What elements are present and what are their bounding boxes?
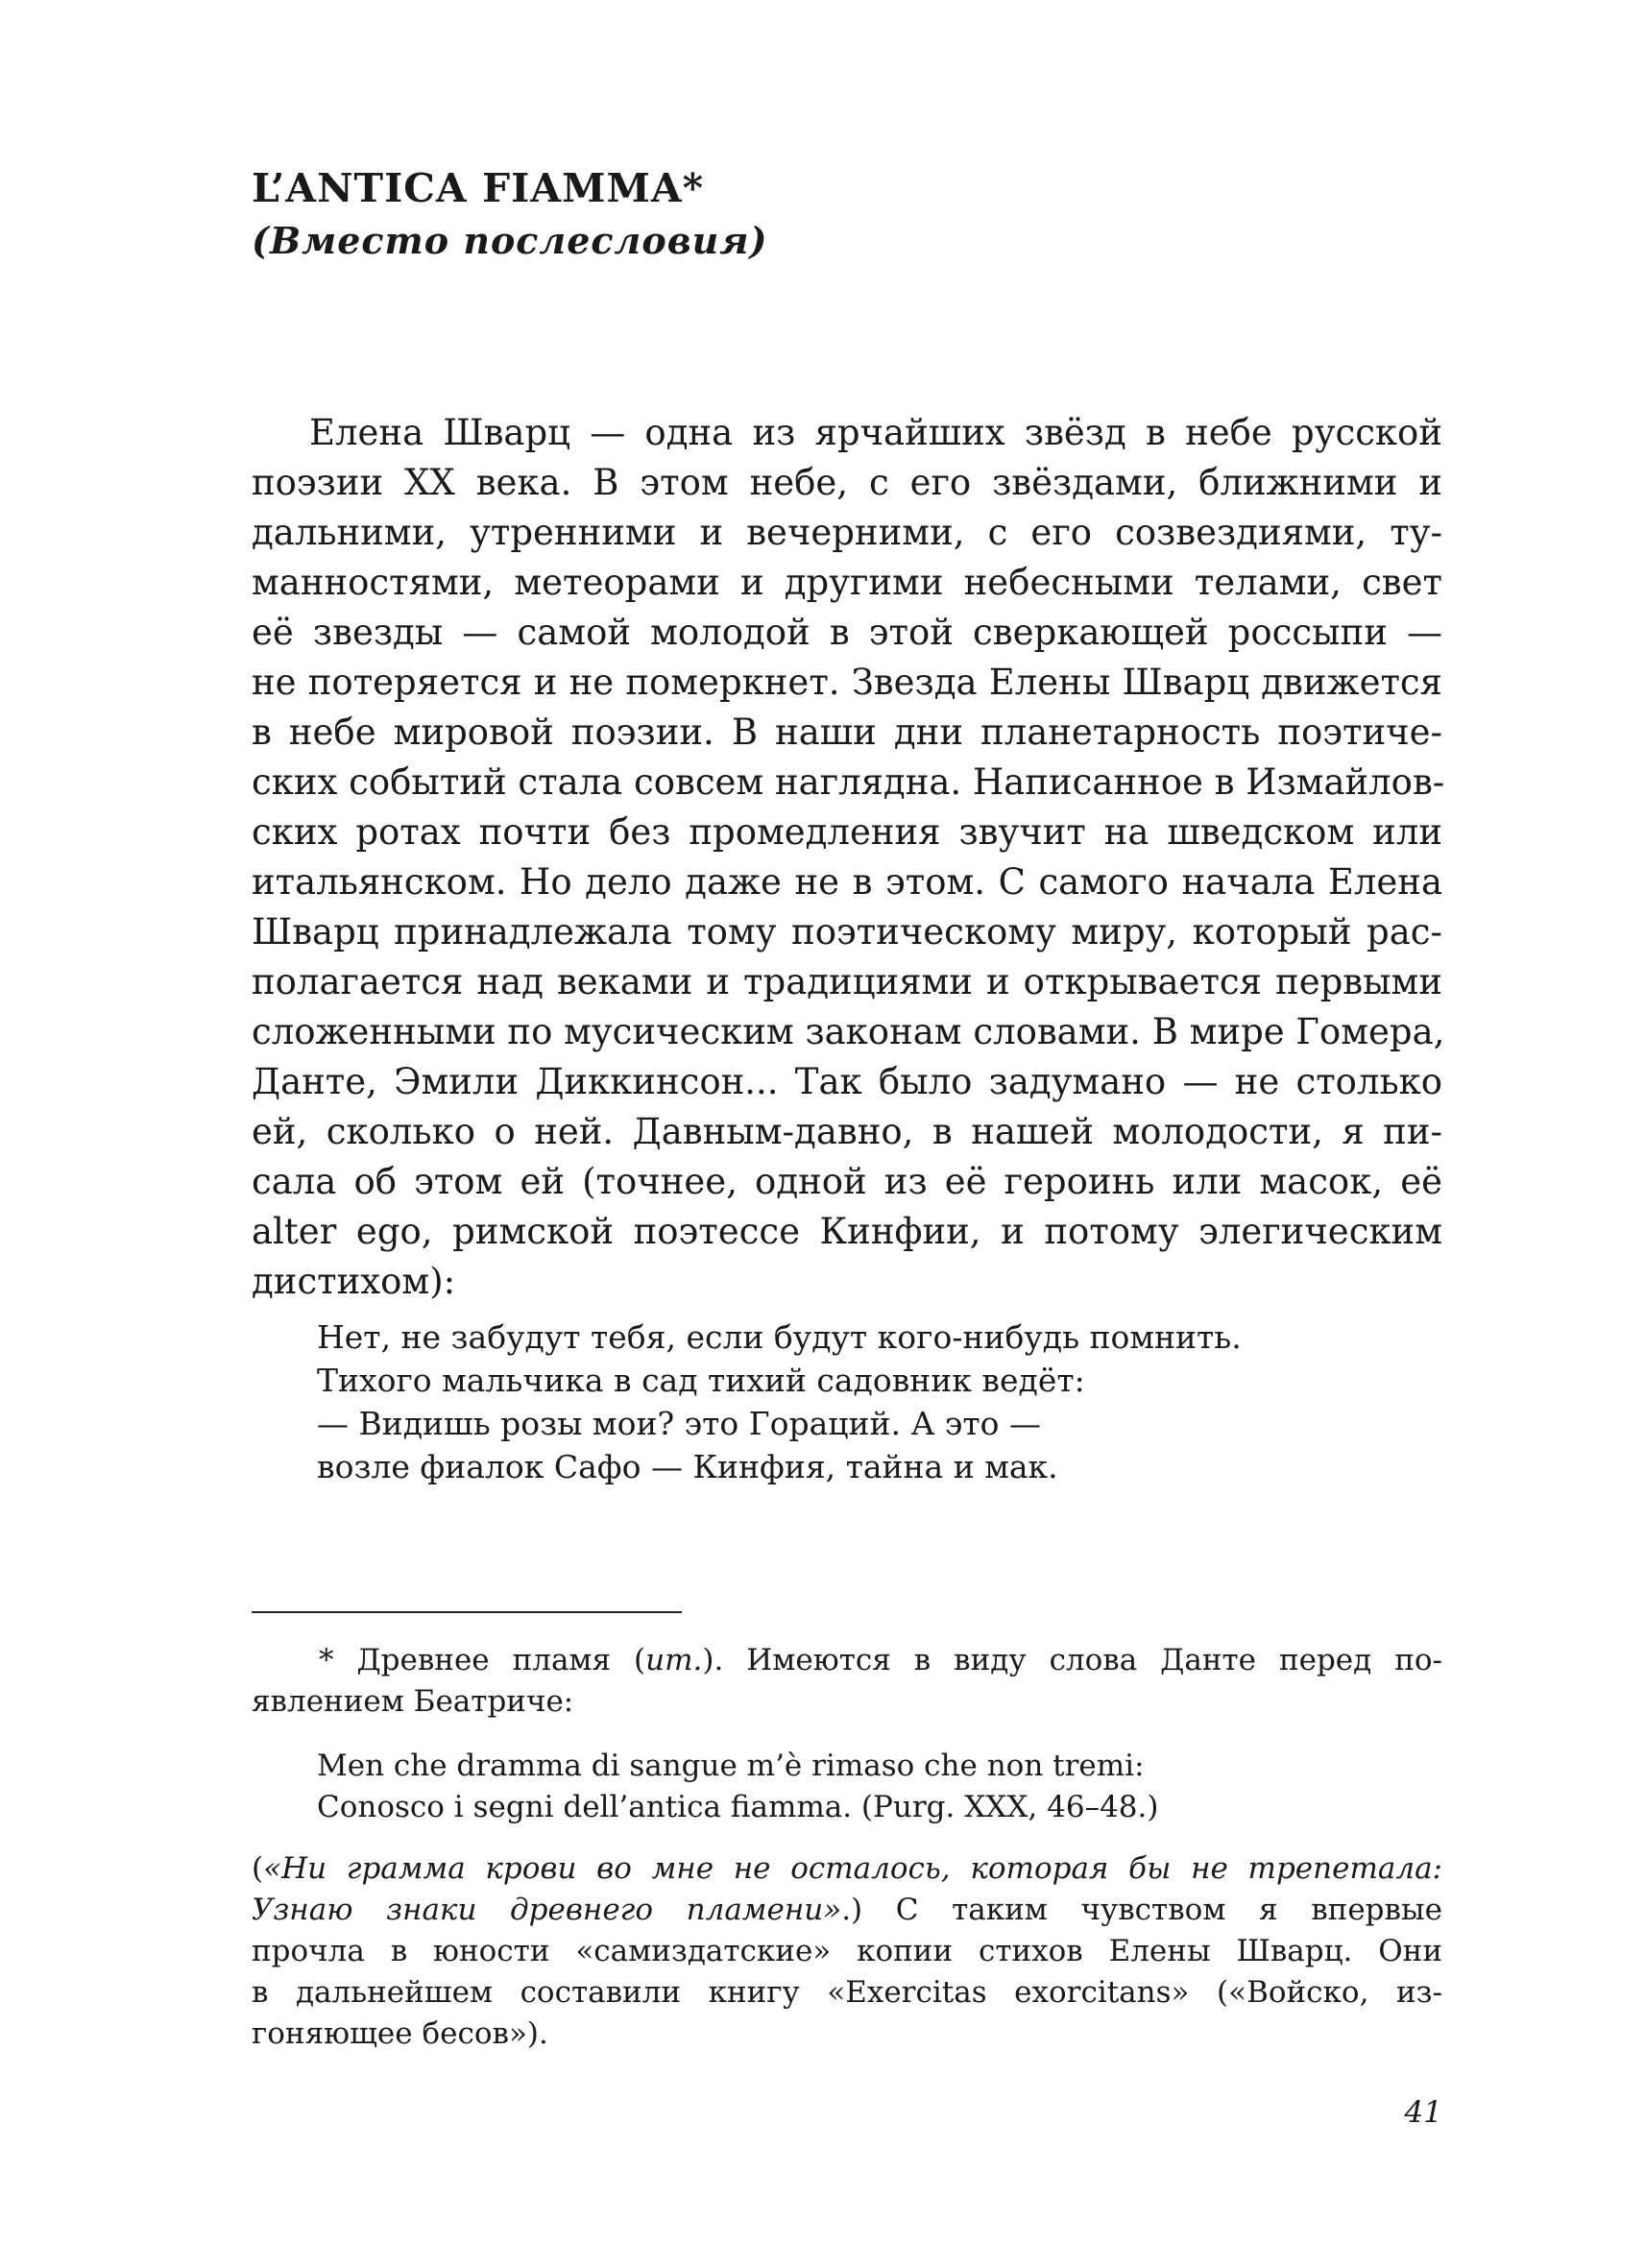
main-paragraph [252,408,1445,1307]
paragraph-line: Данте, Эмили Диккинсон... Так было задумано — не столько [252,1061,1442,1102]
footnote-line: явлением Беатриче: [252,1684,574,1719]
paragraph-line: ей, сколько о ней. Давным-давно, в нашей молодости, я пи- [252,1111,1442,1152]
paragraph-line: ских ротах почти без промедления звучит на шведском или [252,811,1442,853]
translation-text: «Ни грамма крови во мне не осталось, которая бы не трепетала: [263,1851,1442,1886]
footnote-translation [252,1848,1442,2055]
quote-line: Men che dramma di sangue m’è rimaso che non tremi: [317,1749,1145,1783]
translation-line: прочла в юности «самиздатские» копии стихов Елены Шварц. Они [252,1934,1442,1968]
translation-paren: ( [252,1851,264,1886]
footnote-text: * Древнее пламя ( [319,1643,646,1677]
translation-text: Узнаю знаки древнего пламени» [252,1893,842,1927]
paragraph-line: ских событий стала совсем наглядна. Написанное в Измайлов- [252,761,1445,803]
paragraph-line: дальними, утренними и вечерними, с его созвездиями, ту- [252,512,1442,553]
footnote-dante-quote [317,1746,1373,1828]
footnote-text: ). Имеются в виду слова Данте перед по- [702,1643,1442,1677]
paragraph-line: полагается над веками и традициями и открывается первыми [252,961,1442,1002]
paragraph-line: не потеряется и не померкнет. Звезда Елены Шварц движется [252,662,1442,703]
footnote-abbrev: ит. [645,1643,703,1677]
paragraph-line: alter ego, римской поэтессе Кинфии, и потому элегическим [252,1211,1442,1252]
translation-line [252,1848,1442,1890]
paragraph-line: сала об этом ей (точнее, одной из её героинь или масок, её [252,1161,1442,1202]
paragraph-line: манностями, метеорами и другими небесными телами, свет [252,562,1442,603]
paragraph-line: поэзии XX века. В этом небе, с его звёздами, ближними и [252,462,1442,503]
verse-quote [317,1315,1373,1488]
verse-line: — Видишь розы мои? это Гораций. А это — [317,1405,1042,1442]
quote-line: Conosco i segni dell’antica fiamma. (Purg. XXX, 46–48.) [317,1790,1159,1824]
chapter-heading [252,161,1442,267]
footnote-divider [252,1611,682,1613]
verse-line: возле фиалок Сафо — Кинфия, тайна и мак. [317,1448,1058,1485]
verse-line: Тихого мальчика в сад тихий садовник ведёт: [317,1362,1085,1399]
footnote-line [252,1640,1442,1681]
page-number: 41 [1404,2095,1442,2130]
paragraph-line: итальянском. Но дело даже не в этом. С самого начала Елена [252,861,1442,903]
footnote [252,1640,1442,1723]
paragraph-line: в небе мировой поэзии. В наши дни планетарность поэтиче- [252,712,1442,753]
translation-line: в дальнейшем составили книгу «Exercitas exorcitans» («Войско, из- [252,1975,1442,2010]
paragraph-line: сложенными по мусическим законам словами. В мире Гомера, [252,1011,1445,1052]
translation-line [252,1890,1442,1931]
paragraph-line: Елена Шварц — одна из ярчайших звёзд в небе русской [309,412,1442,453]
chapter-subtitle: (Вместо послесловия) [252,219,768,262]
paragraph-line: дистихом): [252,1261,456,1302]
paragraph-line: её звезды — самой молодой в этой сверкающей россыпи — [252,612,1442,653]
verse-line: Нет, не забудут тебя, если будут кого-нибудь помнить. [317,1318,1242,1356]
chapter-title: L’ANTICA FIAMMA* [252,165,705,211]
translation-line: гоняющее бесов»). [252,2016,548,2051]
translation-continuation: .) С таким чувством я впервые [841,1893,1442,1927]
paragraph-line: Шварц принадлежала тому поэтическому миру, который рас- [252,911,1442,953]
